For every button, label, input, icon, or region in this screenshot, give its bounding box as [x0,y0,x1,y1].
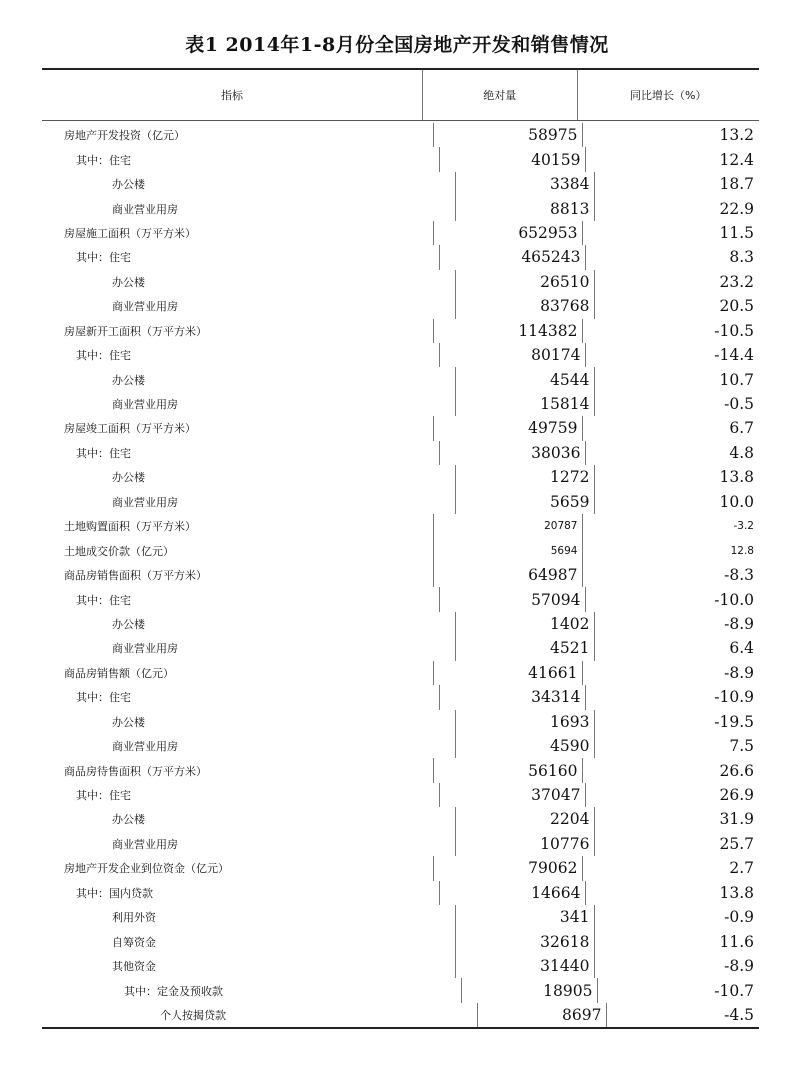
table-row [42,514,759,538]
table-row [42,465,759,489]
table-row [42,294,759,318]
row-label: 房屋竣工面积（万平方米） [64,422,196,436]
row-value: 26510 [455,270,594,294]
row-label: 利用外资 [112,911,156,925]
row-value: 83768 [455,294,594,318]
row-value: 64987 [433,563,582,587]
row-label: 其中：住宅 [76,593,131,607]
row-value: 465243 [439,245,586,269]
table-row [42,441,759,465]
table-row [42,954,759,978]
row-value: 10776 [455,832,594,856]
row-growth: -10.0 [585,587,759,611]
row-label: 其中：住宅 [76,691,131,705]
row-label: 房地产开发企业到位资金（亿元） [64,862,229,876]
row-growth: 23.2 [594,270,759,294]
row-label: 商品房待售面积（万平方米） [64,764,207,778]
row-label: 其他资金 [112,960,156,974]
row-growth: -10.7 [597,978,759,1002]
row-value: 3384 [455,172,594,196]
row-growth: -8.9 [594,954,759,978]
table-row [42,196,759,220]
row-label: 房屋施工面积（万平方米） [64,226,196,240]
row-label: 商业营业用房 [112,740,178,754]
row-value: 40159 [439,147,586,171]
row-label: 办公楼 [112,813,145,827]
row-label: 商业营业用房 [112,495,178,509]
row-growth: 26.9 [585,783,759,807]
table-row [42,123,759,147]
table-row [42,612,759,636]
row-growth: 8.3 [585,245,759,269]
row-value: 58975 [433,123,582,147]
row-label: 办公楼 [112,471,145,485]
table-row [42,245,759,269]
row-value: 114382 [433,319,582,343]
table-row [42,538,759,562]
row-growth: 20.5 [594,294,759,318]
row-label: 商业营业用房 [112,398,178,412]
table-row [42,1003,759,1027]
row-value: 80174 [439,343,586,367]
table-row [42,392,759,416]
row-label: 商业营业用房 [112,300,178,314]
table-row [42,856,759,880]
table-row [42,636,759,660]
table-row [42,832,759,856]
row-value: 38036 [439,441,586,465]
row-value: 2204 [455,807,594,831]
row-growth: 26.6 [582,758,759,782]
table-row [42,661,759,685]
table-row [42,685,759,709]
row-growth: 18.7 [594,172,759,196]
row-label: 商品房销售面积（万平方米） [64,569,207,583]
row-growth: 31.9 [594,807,759,831]
table-row [42,343,759,367]
row-value: 1693 [455,710,594,734]
table-row [42,881,759,905]
row-growth: 11.6 [594,929,759,953]
row-value: 31440 [455,954,594,978]
row-growth: 4.8 [585,441,759,465]
table-row [42,147,759,171]
row-growth: -0.9 [594,905,759,929]
row-label: 其中：住宅 [76,349,131,363]
row-value: 34314 [439,685,586,709]
table-row [42,734,759,758]
header-growth: 同比增长（%） [577,70,760,120]
row-growth: 22.9 [594,196,759,220]
row-growth: 13.2 [582,123,759,147]
row-growth: -8.9 [594,612,759,636]
row-value: 8697 [477,1003,606,1027]
row-growth: 7.5 [594,734,759,758]
row-growth: -3.2 [582,514,759,538]
table-row [42,221,759,245]
row-label: 其中：住宅 [76,789,131,803]
row-label: 办公楼 [112,178,145,192]
row-growth: -19.5 [594,710,759,734]
row-growth: 13.8 [594,465,759,489]
row-label: 自筹资金 [112,935,156,949]
row-label: 其中：住宅 [76,251,131,265]
row-label: 办公楼 [112,617,145,631]
row-label: 其中：定金及预收款 [124,984,223,998]
row-value: 49759 [433,416,582,440]
row-value: 18905 [461,978,598,1002]
row-label: 商业营业用房 [112,202,178,216]
row-value: 652953 [433,221,582,245]
row-value: 4590 [455,734,594,758]
row-growth: 10.7 [594,367,759,391]
row-growth: 6.7 [582,416,759,440]
row-value: 1272 [455,465,594,489]
table-row [42,710,759,734]
table-row [42,978,759,1002]
row-growth: 13.8 [585,881,759,905]
row-growth: 10.0 [594,490,759,514]
data-table [42,68,759,1029]
row-value: 37047 [439,783,586,807]
row-label: 土地成交价款（亿元） [64,544,174,558]
row-label: 商业营业用房 [112,837,178,851]
row-label: 个人按揭贷款 [160,1008,226,1022]
header-indicator: 指标 [220,89,243,102]
row-value: 5694 [433,538,582,562]
table-row [42,367,759,391]
row-value: 14664 [439,881,586,905]
row-growth: 6.4 [594,636,759,660]
row-value: 1402 [455,612,594,636]
row-value: 56160 [433,758,582,782]
row-growth: -4.5 [606,1003,759,1027]
row-label: 办公楼 [112,373,145,387]
row-label: 商业营业用房 [112,642,178,656]
table-row [42,758,759,782]
table-body [42,121,759,1027]
row-value: 4544 [455,367,594,391]
row-growth: -10.5 [582,319,759,343]
row-growth: -14.4 [585,343,759,367]
table-row [42,270,759,294]
row-growth: 12.4 [585,147,759,171]
row-value: 20787 [433,514,582,538]
row-label: 商品房销售额（亿元） [64,666,174,680]
table-row [42,319,759,343]
row-growth: 25.7 [594,832,759,856]
table-title: 表1 2014年1-8月份全国房地产开发和销售情况 [185,34,609,56]
row-label: 房地产开发投资（亿元） [64,129,185,143]
row-value: 57094 [439,587,586,611]
row-value: 341 [455,905,594,929]
row-value: 4521 [455,636,594,660]
row-value: 8813 [455,196,594,220]
row-label: 其中：国内贷款 [76,886,153,900]
row-growth: -10.9 [585,685,759,709]
row-value: 32618 [455,929,594,953]
header-absolute: 绝对量 [422,70,577,120]
table-row [42,416,759,440]
row-label: 土地购置面积（万平方米） [64,520,196,534]
table-row [42,807,759,831]
row-growth: -8.9 [582,661,759,685]
row-label: 办公楼 [112,715,145,729]
row-growth: 2.7 [582,856,759,880]
table-row [42,905,759,929]
table-row [42,490,759,514]
table-header [42,70,759,121]
row-value: 5659 [455,490,594,514]
row-growth: 11.5 [582,221,759,245]
row-growth: -8.3 [582,563,759,587]
table-row [42,587,759,611]
row-growth: 12.8 [582,538,759,562]
table-row [42,783,759,807]
row-growth: -0.5 [594,392,759,416]
row-value: 15814 [455,392,594,416]
table-row [42,929,759,953]
row-value: 79062 [433,856,582,880]
table-row [42,172,759,196]
row-label: 房屋新开工面积（万平方米） [64,324,207,338]
row-label: 其中：住宅 [76,446,131,460]
row-label: 办公楼 [112,275,145,289]
table-row [42,563,759,587]
row-label: 其中：住宅 [76,153,131,167]
row-value: 41661 [433,661,582,685]
